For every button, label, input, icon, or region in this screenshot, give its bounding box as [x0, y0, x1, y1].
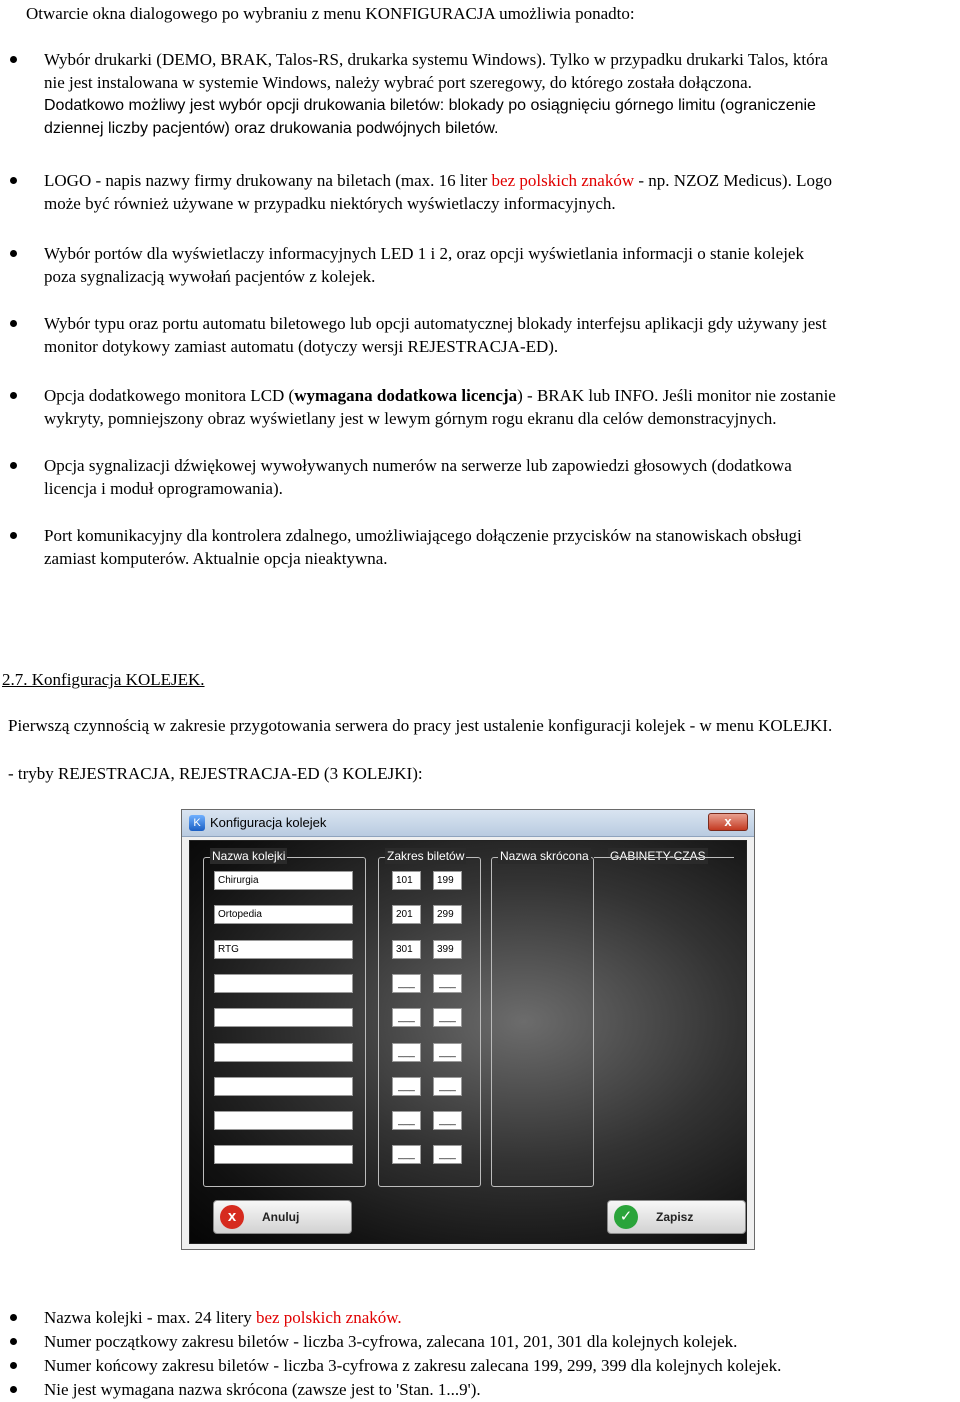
- field-notes-list: [0, 1306, 960, 1401]
- item-line: dziennej liczby pacjentów) oraz drukowania podwójnych biletów.: [44, 120, 499, 137]
- range-from-input[interactable]: 301: [392, 940, 421, 959]
- queue-config-dialog: [181, 809, 755, 1250]
- paragraph: Pierwszą czynnością w zakresie przygotowania serwera do pracy jest ustalenie konfiguracji kolejek - w menu KOLEJKI.: [8, 716, 833, 735]
- list-item: [0, 1306, 960, 1329]
- item-line: Port komunikacyjny dla kontrolera zdalnego, umożliwiającego dołączenie przycisków na stanowiskach obsługi: [44, 526, 802, 545]
- item-line: może być również używane w przypadku niektórych wyświetlaczy informacyjnych.: [44, 194, 616, 213]
- range-to-input[interactable]: ___: [433, 1077, 462, 1096]
- item-line: Wybór portów dla wyświetlaczy informacyjnych LED 1 i 2, oraz opcji wyświetlania informacji o stanie kolejek: [44, 244, 804, 263]
- item-line: licencja i moduł oprogramowania).: [44, 479, 283, 498]
- range-from-input[interactable]: ___: [392, 1077, 421, 1096]
- item-text: Nie jest wymagana nazwa skrócona (zawsze jest to 'Stan. 1...9').: [44, 1380, 481, 1399]
- intro-text: Otwarcie okna dialogowego po wybraniu z menu KONFIGURACJA umożliwia ponadto:: [26, 4, 635, 23]
- item-line: Opcja sygnalizacji dźwiękowej wywoływanych numerów na serwerze lub zapowiedzi głosowych (dodatkowa: [44, 456, 792, 475]
- list-item: [0, 48, 960, 140]
- divider: [594, 857, 734, 858]
- license-text: wymagana dodatkowa licencja: [294, 386, 518, 405]
- list-item: [0, 242, 960, 288]
- group-label: Nazwa skrócona: [500, 849, 589, 863]
- list-item: [0, 312, 960, 358]
- queue-name-input[interactable]: [214, 974, 353, 993]
- save-label: Zapisz: [656, 1210, 694, 1224]
- warning-text: bez polskich znaków.: [255, 1308, 402, 1327]
- dialog-titlebar[interactable]: [182, 810, 754, 837]
- item-line: zamiast komputerów. Aktualnie opcja nieaktywna.: [44, 549, 388, 568]
- range-from-input[interactable]: 101: [392, 871, 421, 890]
- range-from-input[interactable]: ___: [392, 1043, 421, 1062]
- save-button[interactable]: [607, 1200, 746, 1234]
- range-to-input[interactable]: 299: [433, 905, 462, 924]
- item-line: [44, 384, 956, 407]
- range-to-input[interactable]: ___: [433, 974, 462, 993]
- list-item: [0, 1354, 960, 1377]
- list-item: [0, 1378, 960, 1401]
- item-text: - np. NZOZ Medicus). Logo: [634, 171, 832, 190]
- range-to-input[interactable]: ___: [433, 1043, 462, 1062]
- cancel-label: Anuluj: [262, 1210, 300, 1224]
- queue-name-input[interactable]: [214, 1111, 353, 1130]
- dialog-title: Konfiguracja kolejek: [210, 815, 327, 830]
- item-line: [44, 169, 956, 192]
- gabinety-label: GABINETY-CZAS: [610, 849, 706, 863]
- list-item: [0, 169, 960, 215]
- dialog-body: [189, 840, 747, 1244]
- checkmark-icon: ✓: [614, 1205, 638, 1229]
- range-to-input[interactable]: 199: [433, 871, 462, 890]
- list-item: [0, 384, 960, 430]
- queue-name-input[interactable]: RTG: [214, 940, 353, 959]
- item-line: poza sygnalizacją wywołań pacjentów z kolejek.: [44, 267, 376, 286]
- item-text: Numer końcowy zakresu biletów - liczba 3-cyfrowa z zakresu zalecana 199, 299, 399 dla kolejnych kolejek.: [44, 1356, 782, 1375]
- item-line: nie jest instalowana w systemie Windows, należy wybrać port szeregowy, do którego została dołączona.: [44, 73, 752, 92]
- item-line: Dodatkowo możliwy jest wybór opcji drukowania biletów: blokady po osiągnięciu górnego limitu (ograniczenie: [44, 97, 816, 114]
- range-from-input[interactable]: ___: [392, 1145, 421, 1164]
- item-line: wykryty, pomniejszony obraz wyświetlany jest w lewym górnym rogu ekranu dla celów demonstracyjnych.: [44, 409, 777, 428]
- range-from-input[interactable]: ___: [392, 1111, 421, 1130]
- group-label: Nazwa kolejki: [212, 849, 286, 863]
- range-to-input[interactable]: 399: [433, 940, 462, 959]
- item-line: monitor dotykowy zamiast automatu (dotyczy wersji REJESTRACJA-ED).: [44, 337, 559, 356]
- app-icon: K: [189, 815, 205, 831]
- item-text: Numer początkowy zakresu biletów - liczba 3-cyfrowa, zalecana 101, 201, 301 dla kolejnych kolejek.: [44, 1332, 738, 1351]
- list-item: [0, 454, 960, 500]
- item-text: LOGO - napis nazwy firmy drukowany na biletach (max. 16 liter: [44, 171, 492, 190]
- queue-name-input[interactable]: Chirurgia: [214, 871, 353, 890]
- queue-name-input[interactable]: Ortopedia: [214, 905, 353, 924]
- cancel-button[interactable]: [213, 1200, 352, 1234]
- item-line: Wybór typu oraz portu automatu biletowego lub opcji automatycznej blokady interfejsu aplikacji gdy używany jest: [44, 314, 827, 333]
- queue-name-input[interactable]: [214, 1145, 353, 1164]
- queue-name-input[interactable]: [214, 1043, 353, 1062]
- range-from-input[interactable]: ___: [392, 974, 421, 993]
- range-to-input[interactable]: ___: [433, 1145, 462, 1164]
- range-to-input[interactable]: ___: [433, 1111, 462, 1130]
- modes-line: - tryby REJESTRACJA, REJESTRACJA-ED (3 KOLEJKI):: [8, 764, 423, 783]
- cancel-icon: x: [220, 1205, 244, 1229]
- item-text: ) - BRAK lub INFO. Jeśli monitor nie zostanie: [517, 386, 836, 405]
- warning-text: bez polskich znaków: [491, 171, 635, 190]
- queue-name-input[interactable]: [214, 1077, 353, 1096]
- item-line: Wybór drukarki (DEMO, BRAK, Talos-RS, drukarka systemu Windows). Tylko w przypadku drukarki Talos, która: [44, 50, 828, 69]
- options-list: [0, 48, 960, 570]
- list-item: [0, 524, 960, 570]
- close-button[interactable]: x: [708, 813, 748, 831]
- range-to-input[interactable]: ___: [433, 1008, 462, 1027]
- short-name-group: [491, 849, 594, 1187]
- range-from-input[interactable]: ___: [392, 1008, 421, 1027]
- list-item: [0, 1330, 960, 1353]
- item-text: Opcja dodatkowego monitora LCD (: [44, 386, 295, 405]
- section-heading: 2.7. Konfiguracja KOLEJEK.: [2, 670, 205, 689]
- queue-name-input[interactable]: [214, 1008, 353, 1027]
- group-label: Zakres biletów: [387, 849, 465, 863]
- range-from-input[interactable]: 201: [392, 905, 421, 924]
- item-text: Nazwa kolejki - max. 24 litery: [44, 1308, 256, 1327]
